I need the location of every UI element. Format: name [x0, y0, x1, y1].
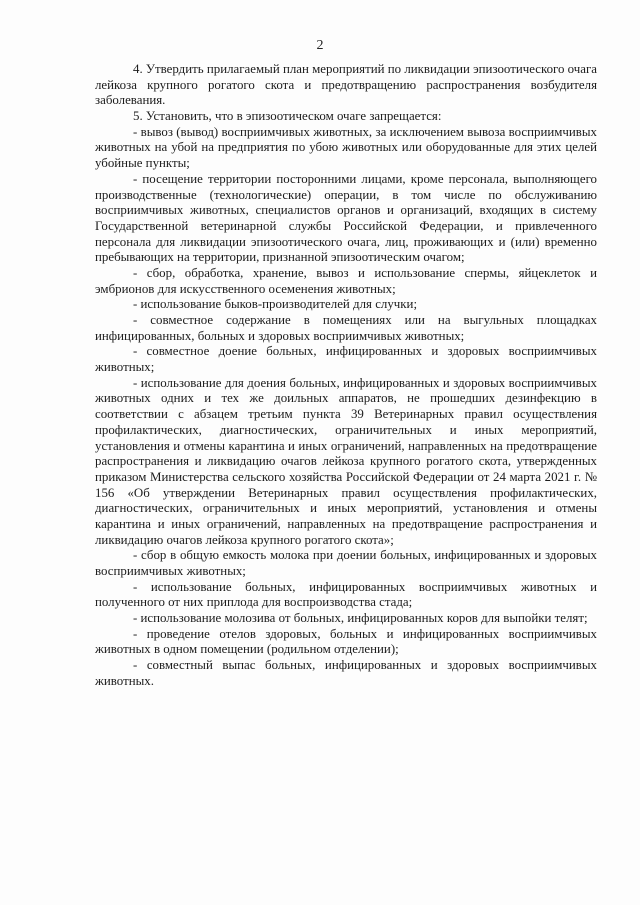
- paragraph-item-4: 4. Утвердить прилагаемый план мероприятий по ликвидации эпизоотического очага лейкоза крупного рогатого скота и предотвращению распространения возбудителя заболевания.: [95, 62, 597, 108]
- prohibition-item: - сбор, обработка, хранение, вывоз и использование спермы, яйцеклеток и эмбрионов для искусственного осеменения животных;: [95, 265, 597, 296]
- prohibition-item: - проведение отелов здоровых, больных и инфицированных восприимчивых животных в одном помещении (родильном отделении);: [95, 626, 597, 657]
- prohibition-item: - использование больных, инфицированных восприимчивых животных и полученного от них приплода для воспроизводства стада;: [95, 579, 597, 610]
- document-body: [95, 62, 597, 690]
- prohibition-item: - совместное содержание в помещениях или на выгульных площадках инфицированных, больных и здоровых восприимчивых животных;: [95, 313, 597, 343]
- prohibition-item: - сбор в общую емкость молока при доении больных, инфицированных и здоровых восприимчивых животных;: [95, 548, 597, 578]
- prohibition-item: - посещение территории посторонними лицами, кроме персонала, выполняющего производственные (технологические) операции, в том числе по обслуживанию восприимчивых животных, специалистов органов и организаций, входящих в систему Государственной ветеринарной службы Российской Федерации, и привлеченного персонала для ликвидации эпизоотического очага, лиц, проживающих и (или) временно пребывающих на территории, признанной эпизоотическим очагом;: [95, 171, 597, 265]
- prohibition-item: - использование для доения больных, инфицированных и здоровых восприимчивых животных одних и тех же доильных аппаратов, не прошедших дезинфекцию в соответствии с абзацем третьим пункта 39 Ветеринарных правил осуществления профилактических, диагностических, ограничительных и иных мероприятий, установления и отмены карантина и иных ограничений, направленных на предотвращение распространения и ликвидацию очагов лейкоза крупного рогатого скота, утвержденных приказом Министерства сельского хозяйства Российской Федерации от 24 марта 2021 г. № 156 «Об утверждении Ветеринарных правил осуществления профилактических, диагностических, ограничительных и иных мероприятий, установления и отмены карантина и иных ограничений, направленных на предотвращение распространения и ликвидацию очагов лейкоза крупного рогатого скота»;: [95, 375, 597, 547]
- prohibition-item: - использование быков-производителей для случки;: [133, 297, 418, 312]
- prohibition-item: - вывоз (вывод) восприимчивых животных, за исключением вывоза восприимчивых животных на убой на предприятия по убою животных или оборудованные для этих целей убойные пункты;: [95, 124, 597, 171]
- paragraph-item-5: 5. Установить, что в эпизоотическом очаге запрещается:: [133, 109, 442, 124]
- prohibition-item: - совместный выпас больных, инфицированных и здоровых восприимчивых животных.: [95, 658, 597, 688]
- prohibition-item: - совместное доение больных, инфицированных и здоровых восприимчивых животных;: [95, 344, 597, 375]
- page-number: 2: [316, 38, 324, 53]
- prohibition-item: - использование молозива от больных, инфицированных коров для выпойки телят;: [133, 611, 588, 626]
